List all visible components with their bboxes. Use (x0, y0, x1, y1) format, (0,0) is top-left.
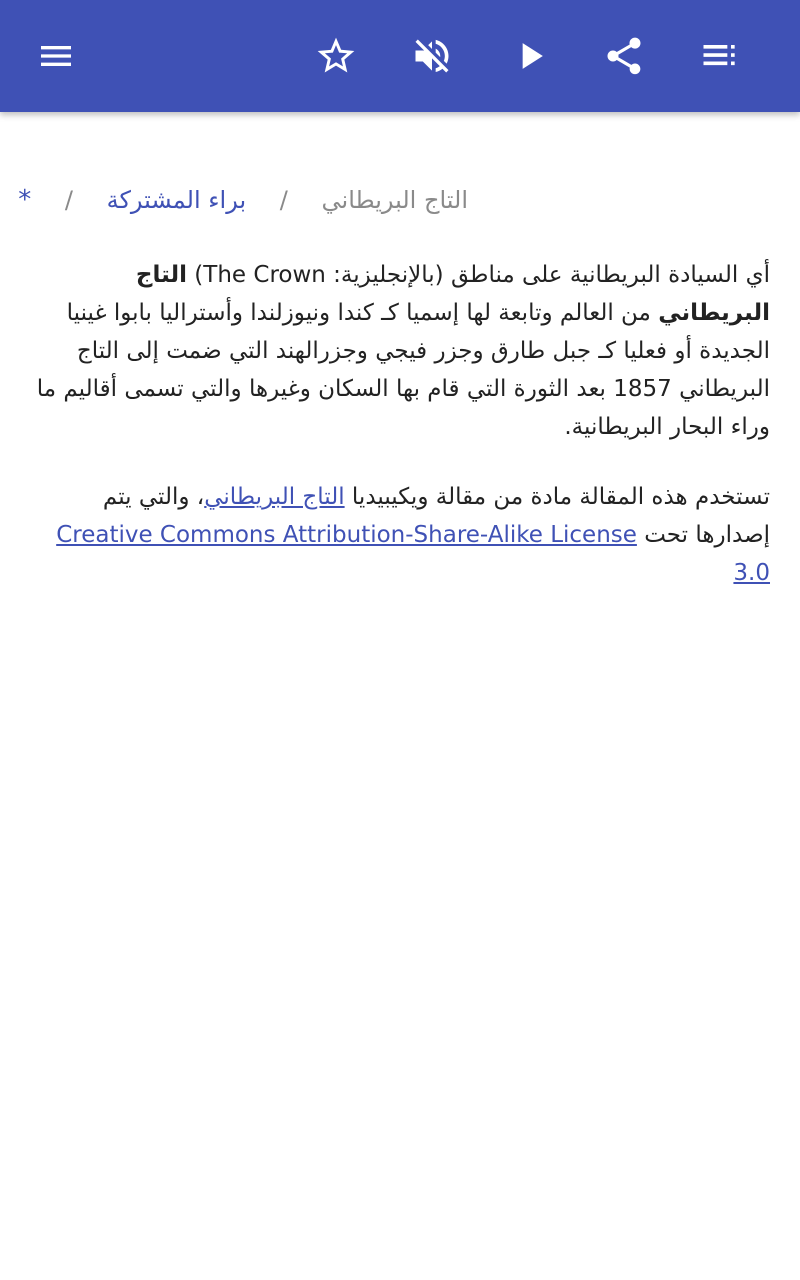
breadcrumb-separator: / (279, 186, 288, 214)
star-outline-icon (314, 34, 358, 78)
playlist-icon (698, 34, 742, 78)
share-icon (602, 34, 646, 78)
article-body (32, 256, 770, 446)
license-notice (32, 478, 770, 592)
app-toolbar (0, 0, 800, 112)
article-text: من العالم وتابعة لها إسميا كـ كندا ونيوزلندا وأستراليا بابوا غينيا الجديدة أو فعليا كـ جبل طارق وجزر فيجي وجزرالهند التي ضمت إلى التاج البريطاني 1857 بعد الثورة التي قام بها السكان وغيرها والتي تسمى أقاليم ما وراء البحار البريطانية. (36, 300, 770, 440)
play-icon (508, 34, 552, 78)
breadcrumb-parent-link[interactable]: براء المشتركة (106, 186, 247, 214)
breadcrumb (18, 178, 468, 222)
article-intro-close: ) (187, 262, 204, 288)
favorite-button[interactable] (308, 28, 364, 84)
wikipedia-article-link[interactable]: التاج البريطاني (204, 484, 345, 510)
article-intro: أي السيادة البريطانية على مناطق (بالإنجليزية: (325, 262, 770, 288)
menu-button[interactable] (28, 28, 84, 84)
breadcrumb-separator: / (64, 186, 73, 214)
license-middle: ، والتي يتم إصدارها تحت (102, 484, 770, 548)
menu-icon (36, 36, 76, 76)
volume-off-icon (410, 34, 454, 78)
contents-button[interactable] (692, 28, 748, 84)
play-button[interactable] (502, 28, 558, 84)
license-link[interactable]: Creative Commons Attribution-Share-Alike License 3.0 (56, 522, 770, 586)
breadcrumb-root-link[interactable]: * (18, 185, 32, 215)
breadcrumb-current: التاج البريطاني (321, 186, 468, 214)
article-english-term: The Crown (203, 262, 326, 288)
share-button[interactable] (596, 28, 652, 84)
mute-button[interactable] (404, 28, 460, 84)
license-prefix: تستخدم هذه المقالة مادة من مقالة ويكيبيديا (344, 484, 770, 510)
article-bold-term: التاج البريطاني (135, 262, 770, 326)
